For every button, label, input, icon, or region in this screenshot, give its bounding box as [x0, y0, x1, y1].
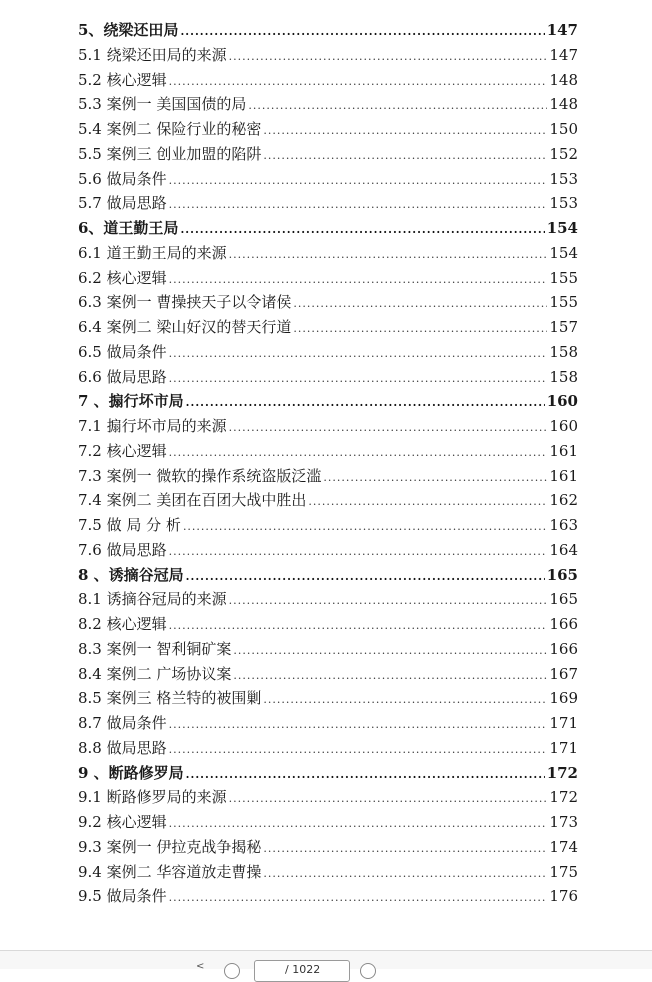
toc-entry-title: 6.1 道王勤王局的来源 — [78, 243, 227, 262]
dot-leader — [169, 342, 548, 367]
toc-section-entry[interactable] — [78, 414, 578, 439]
dot-leader — [263, 144, 547, 169]
toc-entry-title: 9.5 做局条件 — [78, 887, 167, 906]
toc-section-entry[interactable] — [78, 711, 578, 736]
toc-entry-page-number: 155 — [549, 268, 578, 287]
toc-section-entry[interactable] — [78, 142, 578, 167]
toc-entry-page-number: 154 — [549, 243, 578, 262]
toc-entry-page-number: 158 — [549, 342, 578, 361]
toc-section-entry[interactable] — [78, 241, 578, 266]
dot-leader — [229, 787, 548, 812]
page-number-field[interactable]: / 1022 — [254, 960, 350, 982]
toc-entry-title: 6.3 案例一 曹操挟天子以令诸侯 — [78, 293, 292, 312]
toc-section-entry[interactable] — [78, 315, 578, 340]
toc-entry-title: 9.1 断路修罗局的来源 — [78, 788, 227, 807]
toc-entry-title: 9.2 核心逻辑 — [78, 813, 167, 831]
toc-entry-title: 8.4 案例二 广场协议案 — [78, 664, 232, 683]
dot-leader — [293, 292, 547, 317]
toc-chapter-entry[interactable] — [78, 563, 578, 588]
dot-leader — [169, 614, 548, 639]
toc-section-entry[interactable] — [78, 587, 578, 612]
toc-section-entry[interactable] — [78, 835, 578, 860]
dot-leader — [169, 540, 548, 565]
dot-leader — [169, 886, 548, 911]
toc-section-entry[interactable] — [78, 92, 578, 117]
dot-leader — [169, 441, 548, 466]
toc-entry-page-number: 171 — [549, 714, 578, 732]
dot-leader — [248, 94, 547, 119]
dot-leader — [169, 738, 548, 763]
toc-entry-page-number: 164 — [549, 540, 578, 559]
toc-entry-title: 8.7 做局条件 — [78, 714, 167, 732]
toc-entry-title: 6、道王勤王局 — [78, 219, 179, 237]
dot-leader — [180, 218, 544, 243]
toc-entry-title: 8 、诱摘谷冠局 — [78, 565, 184, 584]
toc-entry-page-number: 172 — [549, 788, 578, 807]
previous-page-icon[interactable]: < — [196, 961, 205, 972]
toc-section-entry[interactable] — [78, 860, 578, 885]
toc-section-entry[interactable] — [78, 439, 578, 464]
toc-entry-page-number: 167 — [549, 664, 578, 683]
dot-leader — [186, 565, 545, 590]
toc-entry-page-number: 148 — [549, 70, 578, 89]
toc-section-entry[interactable] — [78, 884, 578, 909]
toc-section-entry[interactable] — [78, 662, 578, 687]
toc-entry-page-number: 176 — [549, 887, 578, 906]
dot-leader — [293, 317, 547, 342]
toc-entry-title: 8.3 案例一 智利铜矿案 — [78, 639, 232, 658]
toc-section-entry[interactable] — [78, 266, 578, 291]
toc-entry-page-number: 165 — [546, 565, 578, 584]
toc-entry-page-number: 160 — [546, 392, 578, 411]
toc-section-entry[interactable] — [78, 513, 578, 538]
toc-entry-title: 7.2 核心逻辑 — [78, 441, 167, 460]
toc-entry-title: 5.1 绕梁还田局的来源 — [78, 45, 227, 64]
toc-entry-page-number: 166 — [549, 639, 578, 658]
toc-entry-title: 6.2 核心逻辑 — [78, 268, 167, 287]
dot-leader — [186, 391, 545, 416]
dot-leader — [169, 193, 548, 218]
toc-entry-page-number: 160 — [549, 417, 578, 435]
toc-entry-title: 5、绕梁还田局 — [78, 21, 179, 39]
dot-leader — [229, 243, 548, 268]
toc-entry-page-number: 147 — [549, 45, 578, 64]
toc-entry-title: 5.4 案例二 保险行业的秘密 — [78, 120, 262, 138]
dot-leader — [169, 812, 548, 837]
toc-entry-page-number: 174 — [549, 837, 578, 856]
toc-entry-page-number: 169 — [549, 689, 578, 708]
toc-entry-page-number: 153 — [549, 169, 578, 188]
toc-entry-title: 9.4 案例二 华容道放走曹操 — [78, 862, 262, 881]
table-of-contents — [78, 18, 578, 909]
toc-entry-title: 6.4 案例二 梁山好汉的替天行道 — [78, 318, 292, 336]
toc-section-entry[interactable] — [78, 365, 578, 390]
toc-entry-title: 7.4 案例二 美团在百团大战中胜出 — [78, 491, 307, 510]
toc-chapter-entry[interactable] — [78, 216, 578, 241]
toc-entry-title: 8.5 案例三 格兰特的被围剿 — [78, 689, 262, 708]
toc-chapter-entry[interactable] — [78, 761, 578, 786]
toc-entry-title: 5.6 做局条件 — [78, 169, 167, 188]
toc-section-entry[interactable] — [78, 736, 578, 761]
toc-section-entry[interactable] — [78, 488, 578, 513]
toc-entry-page-number: 155 — [549, 293, 578, 312]
toc-entry-title: 7.3 案例一 微软的操作系统盗版泛滥 — [78, 466, 322, 485]
toc-entry-title: 6.6 做局思路 — [78, 367, 167, 386]
toc-entry-page-number: 166 — [549, 615, 578, 633]
dot-leader — [233, 639, 547, 664]
toc-entry-title: 8.8 做局思路 — [78, 738, 167, 757]
toc-entry-page-number: 148 — [549, 95, 578, 114]
dot-leader — [263, 688, 547, 713]
dot-leader — [186, 763, 545, 788]
dot-leader — [169, 713, 548, 738]
dot-leader — [169, 367, 548, 392]
toc-entry-page-number: 157 — [549, 318, 578, 336]
zoom-in-button[interactable] — [360, 963, 376, 979]
dot-leader — [183, 515, 547, 540]
toc-entry-page-number: 147 — [546, 21, 578, 39]
toc-entry-page-number: 152 — [549, 144, 578, 163]
toc-entry-title: 7 、搧行坏市局 — [78, 392, 184, 411]
dot-leader — [229, 589, 548, 614]
dot-leader — [169, 70, 548, 95]
toc-entry-page-number: 158 — [549, 367, 578, 386]
dot-leader — [229, 416, 548, 441]
toc-section-entry[interactable] — [78, 43, 578, 68]
toc-entry-page-number: 163 — [549, 516, 578, 534]
toc-entry-page-number: 162 — [549, 491, 578, 510]
toc-section-entry[interactable] — [78, 686, 578, 711]
toc-entry-title: 7.6 做局思路 — [78, 540, 167, 559]
toc-entry-title: 5.5 案例三 创业加盟的陷阱 — [78, 144, 262, 163]
toc-entry-page-number: 150 — [549, 120, 578, 138]
toc-section-entry[interactable] — [78, 637, 578, 662]
toc-section-entry[interactable] — [78, 340, 578, 365]
toc-section-entry[interactable] — [78, 167, 578, 192]
toc-entry-title: 8.2 核心逻辑 — [78, 615, 167, 633]
dot-leader — [308, 490, 547, 515]
dot-leader — [180, 20, 544, 45]
toc-entry-page-number: 171 — [549, 738, 578, 757]
dot-leader — [263, 119, 547, 144]
toc-section-entry[interactable] — [78, 785, 578, 810]
toc-entry-title: 5.3 案例一 美国国债的局 — [78, 95, 247, 114]
toc-entry-title: 7.1 搧行坏市局的来源 — [78, 417, 227, 435]
toc-entry-title: 7.5 做 局 分 析 — [78, 516, 181, 534]
toc-section-entry[interactable] — [78, 612, 578, 637]
toc-section-entry[interactable] — [78, 191, 578, 216]
toc-entry-page-number: 173 — [549, 813, 578, 831]
toc-section-entry[interactable] — [78, 810, 578, 835]
dot-leader — [169, 268, 548, 293]
toc-entry-title: 6.5 做局条件 — [78, 342, 167, 361]
toc-entry-page-number: 153 — [549, 194, 578, 213]
dot-leader — [263, 837, 547, 862]
toc-section-entry[interactable] — [78, 290, 578, 315]
viewer-toolbar — [0, 950, 652, 976]
toc-entry-title: 9 、断路修罗局 — [78, 763, 184, 782]
toc-section-entry[interactable] — [78, 117, 578, 142]
toc-entry-title: 5.7 做局思路 — [78, 194, 167, 213]
dot-leader — [323, 466, 547, 491]
toc-entry-page-number: 154 — [546, 219, 578, 237]
toc-entry-page-number: 161 — [549, 441, 578, 460]
toc-chapter-entry[interactable] — [78, 389, 578, 414]
toc-section-entry[interactable] — [78, 464, 578, 489]
zoom-out-button[interactable] — [224, 963, 240, 979]
toc-entry-page-number: 165 — [549, 590, 578, 609]
toc-entry-title: 9.3 案例一 伊拉克战争揭秘 — [78, 837, 262, 856]
toc-entry-title: 8.1 诱摘谷冠局的来源 — [78, 590, 227, 609]
toc-entry-page-number: 161 — [549, 466, 578, 485]
toc-entry-page-number: 175 — [549, 862, 578, 881]
dot-leader — [263, 862, 547, 887]
dot-leader — [169, 169, 548, 194]
toc-section-entry[interactable] — [78, 538, 578, 563]
toc-chapter-entry[interactable] — [78, 18, 578, 43]
dot-leader — [233, 664, 547, 689]
toc-entry-page-number: 172 — [546, 763, 578, 782]
toc-entry-title: 5.2 核心逻辑 — [78, 70, 167, 89]
toc-section-entry[interactable] — [78, 68, 578, 93]
dot-leader — [229, 45, 548, 70]
